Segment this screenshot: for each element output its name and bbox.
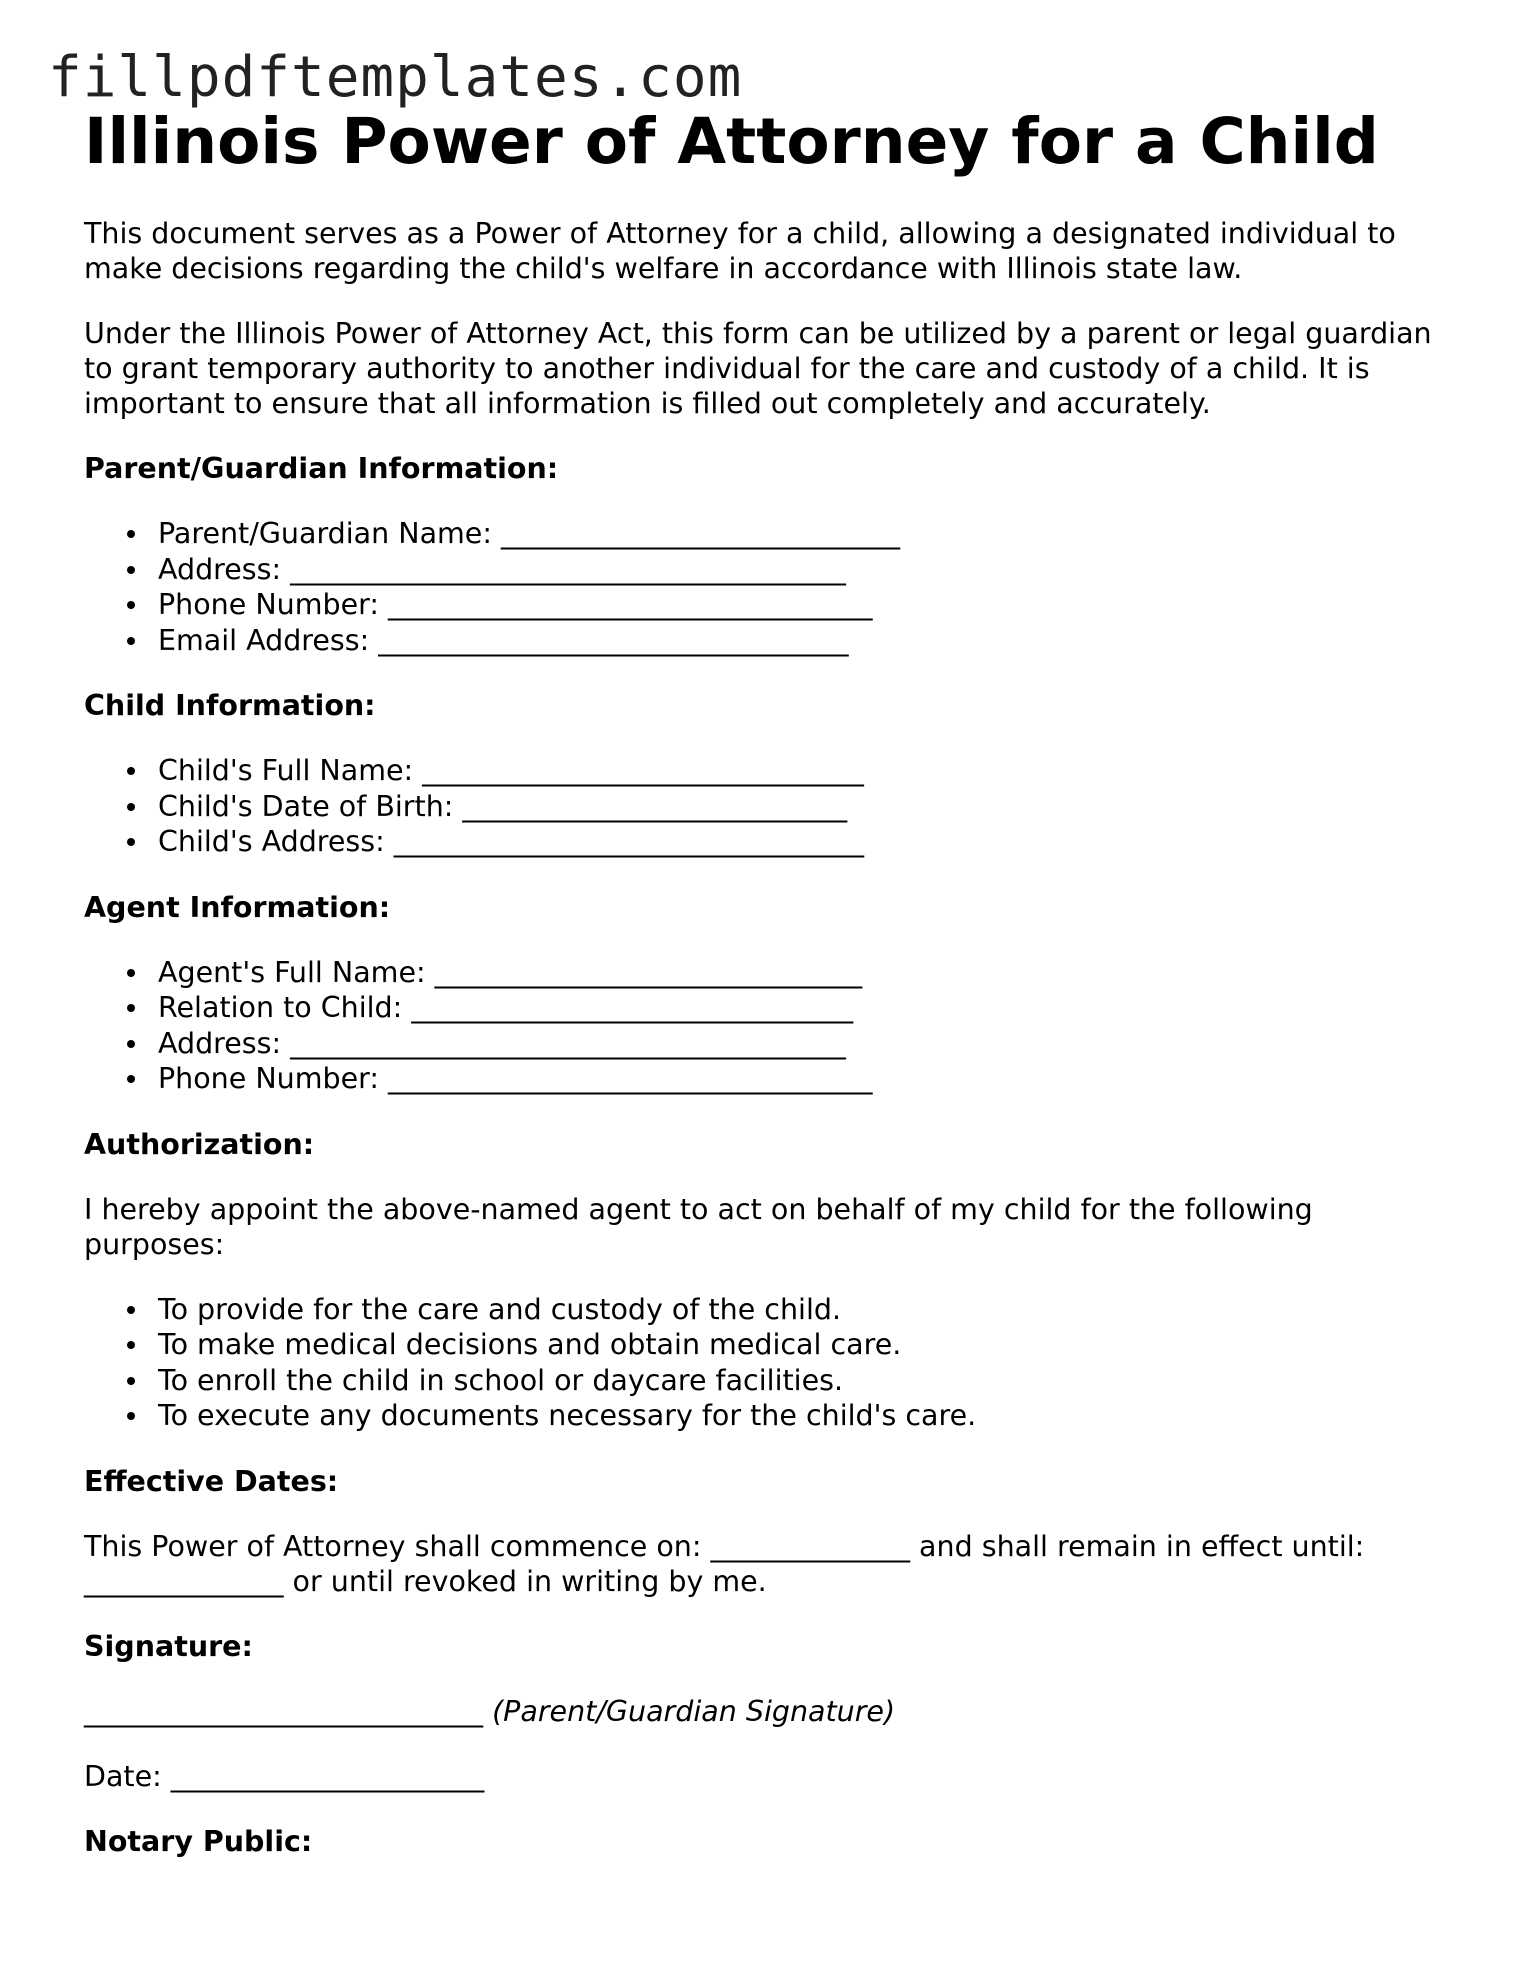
child-name-field: Child's Full Name: _______________________________	[84, 753, 1444, 789]
parent-email-field: Email Address: _________________________________	[84, 623, 1444, 659]
purpose-item: To provide for the care and custody of the child.	[84, 1292, 1444, 1328]
document-body	[84, 102, 1444, 1859]
parent-fields-list	[84, 516, 1444, 658]
child-address-field: Child's Address: _________________________________	[84, 824, 1444, 860]
section-heading-notary: Notary Public:	[84, 1824, 313, 1858]
date-line: ______________________	[170, 1759, 485, 1793]
child-fields-list	[84, 753, 1444, 860]
agent-phone-field: Phone Number: __________________________________	[84, 1061, 1444, 1097]
signature-row	[84, 1694, 1444, 1729]
parent-name-field: Parent/Guardian Name: ____________________________	[84, 516, 1444, 552]
intro-paragraph: Under the Illinois Power of Attorney Act, this form can be utilized by a parent or legal guardian to grant temporary authority to another individual for the care and custody of a child. It is important to ensure that all information is filled out completely and accurately.	[84, 317, 1432, 420]
section-heading-authorization: Authorization:	[84, 1127, 315, 1161]
agent-name-field: Agent's Full Name: ______________________________	[84, 955, 1444, 991]
section-heading-parent: Parent/Guardian Information:	[84, 452, 559, 485]
agent-fields-list	[84, 955, 1444, 1097]
parent-phone-field: Phone Number: __________________________________	[84, 587, 1444, 623]
parent-address-field: Address: _______________________________________	[84, 552, 1444, 588]
intro-paragraph: This document serves as a Power of Attorney for a child, allowing a designated individual to make decisions regarding the child's welfare in accordance with Illinois state law.	[84, 217, 1396, 285]
section-heading-signature: Signature:	[84, 1629, 253, 1663]
section-heading-agent: Agent Information:	[84, 890, 391, 924]
agent-relation-field: Relation to Child: _______________________________	[84, 990, 1444, 1026]
purpose-item: To execute any documents necessary for the child's care.	[84, 1398, 1444, 1434]
child-dob-field: Child's Date of Birth: ___________________________	[84, 789, 1444, 825]
date-row	[84, 1759, 1444, 1794]
effective-dates-text: This Power of Attorney shall commence on: ______________ and shall remain in effect until: ______________ or until revoked in writing by me.	[84, 1529, 1365, 1598]
section-heading-effective-dates: Effective Dates:	[84, 1464, 339, 1498]
watermark: fillpdftemplates.com	[48, 45, 743, 110]
authorization-purposes-list	[84, 1292, 1444, 1434]
purpose-item: To enroll the child in school or daycare facilities.	[84, 1363, 1444, 1399]
signature-caption: (Parent/Guardian Signature)	[492, 1694, 896, 1728]
date-label: Date:	[84, 1759, 162, 1793]
agent-address-field: Address: _______________________________________	[84, 1026, 1444, 1062]
section-heading-child: Child Information:	[84, 689, 376, 722]
page-title: Illinois Power of Attorney for a Child	[84, 105, 1379, 178]
purpose-item: To make medical decisions and obtain medical care.	[84, 1327, 1444, 1363]
signature-line: ____________________________	[84, 1694, 483, 1728]
authorization-text: I hereby appoint the above-named agent to act on behalf of my child for the following purposes:	[84, 1192, 1313, 1261]
